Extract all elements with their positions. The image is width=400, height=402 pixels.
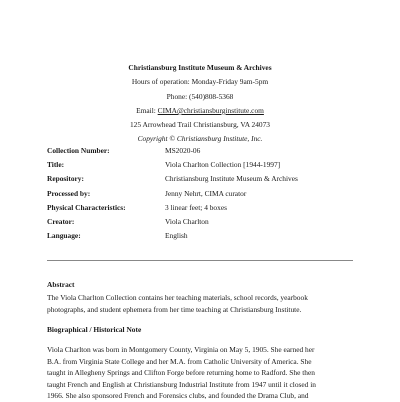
biography-heading: Biographical / Historical Note [47, 325, 142, 334]
metadata-value: Viola Charlton [165, 216, 209, 226]
collection-metadata [47, 144, 367, 243]
metadata-row [47, 187, 367, 201]
metadata-label: Title: [47, 160, 65, 170]
metadata-label: Language: [47, 231, 81, 241]
document-header [0, 61, 400, 147]
metadata-label: Processed by: [47, 188, 91, 198]
metadata-row [47, 158, 367, 172]
metadata-label: Physical Characteristics: [47, 202, 126, 212]
phone-number: Phone: (540)808-5368 [166, 91, 234, 101]
metadata-row [47, 201, 367, 215]
metadata-value: English [165, 231, 188, 241]
abstract-line: The Viola Charlton Collection contains her teaching materials, school records, yearbook [47, 293, 308, 302]
biography-line: Viola Charlton was born in Montgomery County, Virginia on May 5, 1905. She earned her [47, 345, 315, 354]
metadata-row [47, 144, 367, 158]
email-link[interactable]: CIMA@christiansburginstitute.com [157, 105, 264, 115]
metadata-label: Repository: [47, 174, 84, 184]
section-divider [47, 260, 353, 261]
abstract-line: photographs, and student ephemera from her time teaching at Christiansburg Institute. [47, 304, 302, 314]
biography-text [47, 344, 357, 402]
metadata-label: Collection Number: [47, 146, 110, 155]
biography-line: taught French and English at Christiansburg Industrial Institute from 1947 until it closed in [47, 379, 316, 389]
metadata-value: MS2020-06 [165, 146, 201, 155]
biography-line: taught in Allegheny Springs and Clifton Forge before returning home to Radford. She then [47, 368, 315, 378]
institution-name: Christiansburg Institute Museum & Archives [128, 63, 272, 72]
metadata-row [47, 172, 367, 186]
metadata-value: 3 linear feet; 4 boxes [165, 202, 227, 212]
hours-of-operation: Hours of operation: Monday-Friday 9am-5pm [131, 77, 269, 87]
address: 125 Arrowhead Trail Christiansburg, VA 24073 [129, 120, 271, 130]
email-line [0, 104, 400, 118]
metadata-value: Christiansburg Institute Museum & Archives [165, 174, 298, 184]
abstract-heading: Abstract [47, 280, 75, 289]
metadata-row [47, 229, 367, 243]
copyright-notice: Copyright © Christiansburg Institute, Inc. [137, 134, 263, 144]
biography-line: B.A. from Virginia State College and her M.A. from Catholic University of America. She [47, 356, 312, 366]
biography-line: 1966. She also sponsored French and Forensics clubs, and founded the Drama Club, and [47, 391, 309, 401]
metadata-row [47, 215, 367, 229]
metadata-value: Jenny Nehrt, CIMA curator [165, 188, 247, 198]
metadata-value: Viola Charlton Collection [1944-1997] [165, 160, 281, 170]
abstract-text [47, 292, 357, 315]
email-label: Email: [136, 105, 158, 115]
metadata-label: Creator: [47, 216, 75, 226]
